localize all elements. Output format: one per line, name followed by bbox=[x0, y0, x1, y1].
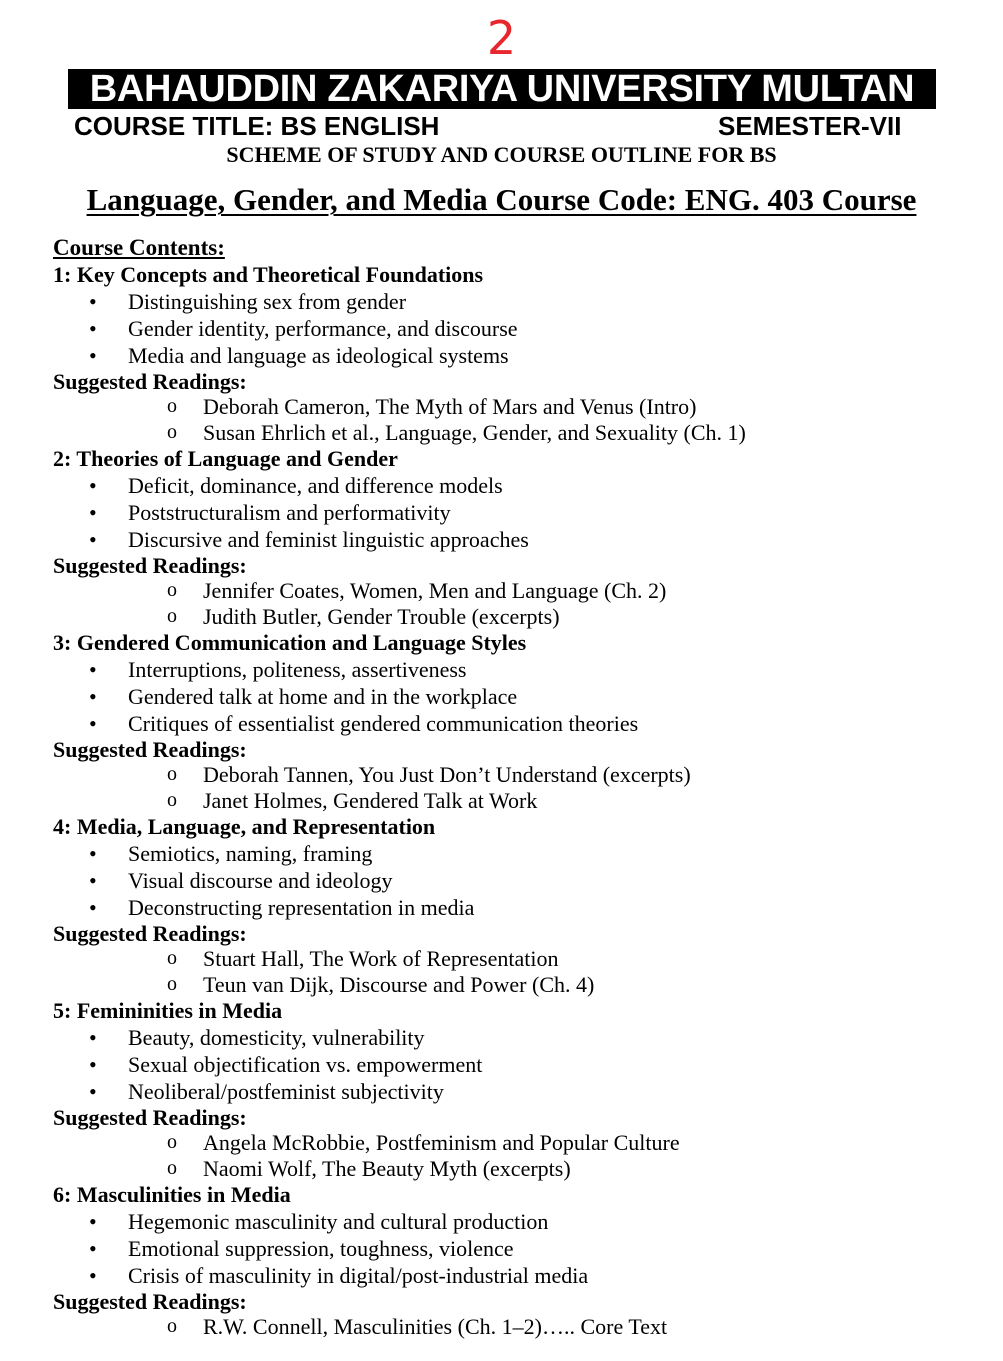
reading-list bbox=[53, 1314, 983, 1340]
topic-item: • Discursive and feminist linguistic approaches bbox=[53, 526, 983, 553]
section-heading: 4: Media, Language, and Representation bbox=[53, 814, 436, 839]
topic-item: • Interruptions, politeness, assertiveness bbox=[53, 656, 983, 683]
section-heading: 1: Key Concepts and Theoretical Foundations bbox=[53, 262, 484, 287]
university-banner: BAHAUDDIN ZAKARIYA UNIVERSITY MULTAN bbox=[68, 69, 936, 109]
reading-item: o R.W. Connell, Masculinities (Ch. 1–2)….. Core Text bbox=[53, 1314, 983, 1340]
section-heading: 6: Masculinities in Media bbox=[53, 1182, 291, 1207]
reading-item: o Deborah Cameron, The Myth of Mars and Venus (Intro) bbox=[53, 394, 983, 420]
suggested-readings-label: Suggested Readings: bbox=[53, 1289, 247, 1314]
reading-item: o Deborah Tannen, You Just Don’t Understand (excerpts) bbox=[53, 762, 983, 788]
course-heading: Language, Gender, and Media Course Code: ENG. 403 Course bbox=[86, 182, 917, 217]
topic-item: • Gender identity, performance, and discourse bbox=[53, 315, 983, 342]
semester-label: SEMESTER-VII bbox=[718, 111, 902, 141]
contents-heading: Course Contents: bbox=[53, 235, 225, 260]
reading-list bbox=[53, 762, 983, 813]
topic-list bbox=[53, 472, 983, 553]
section-3 bbox=[53, 629, 983, 813]
topic-item: • Hegemonic masculinity and cultural production bbox=[53, 1208, 983, 1235]
suggested-readings-label: Suggested Readings: bbox=[53, 369, 247, 394]
reading-item: o Jennifer Coates, Women, Men and Language (Ch. 2) bbox=[53, 578, 983, 604]
topic-item: • Beauty, domesticity, vulnerability bbox=[53, 1024, 983, 1051]
reading-item: o Janet Holmes, Gendered Talk at Work bbox=[53, 788, 983, 814]
topic-item: • Distinguishing sex from gender bbox=[53, 288, 983, 315]
topic-item: • Poststructuralism and performativity bbox=[53, 499, 983, 526]
topic-list bbox=[53, 656, 983, 737]
section-5 bbox=[53, 997, 983, 1181]
reading-item: o Stuart Hall, The Work of Representation bbox=[53, 946, 983, 972]
reading-item: o Judith Butler, Gender Trouble (excerpts) bbox=[53, 604, 983, 630]
section-4 bbox=[53, 813, 983, 997]
suggested-readings-label: Suggested Readings: bbox=[53, 553, 247, 578]
suggested-readings-label: Suggested Readings: bbox=[53, 1105, 247, 1130]
topic-list bbox=[53, 840, 983, 921]
topic-item: • Deficit, dominance, and difference models bbox=[53, 472, 983, 499]
topic-item: • Sexual objectification vs. empowerment bbox=[53, 1051, 983, 1078]
topic-list bbox=[53, 288, 983, 369]
course-title: COURSE TITLE: BS ENGLISH bbox=[74, 111, 440, 141]
topic-item: • Visual discourse and ideology bbox=[53, 867, 983, 894]
page-number: 2 bbox=[486, 11, 517, 65]
reading-item: o Teun van Dijk, Discourse and Power (Ch. 4) bbox=[53, 972, 983, 998]
section-heading: 5: Femininities in Media bbox=[53, 998, 283, 1023]
topic-item: • Critiques of essentialist gendered communication theories bbox=[53, 710, 983, 737]
scheme-heading: SCHEME OF STUDY AND COURSE OUTLINE FOR BS bbox=[226, 142, 777, 167]
topic-item: • Emotional suppression, toughness, violence bbox=[53, 1235, 983, 1262]
topic-item: • Gendered talk at home and in the workplace bbox=[53, 683, 983, 710]
reading-list bbox=[53, 578, 983, 629]
reading-list bbox=[53, 1130, 983, 1181]
section-heading: 2: Theories of Language and Gender bbox=[53, 446, 398, 471]
reading-item: o Naomi Wolf, The Beauty Myth (excerpts) bbox=[53, 1156, 983, 1182]
section-1 bbox=[53, 261, 983, 445]
suggested-readings-label: Suggested Readings: bbox=[53, 921, 247, 946]
reading-list bbox=[53, 946, 983, 997]
reading-item: o Angela McRobbie, Postfeminism and Popular Culture bbox=[53, 1130, 983, 1156]
topic-item: • Deconstructing representation in media bbox=[53, 894, 983, 921]
topic-list bbox=[53, 1024, 983, 1105]
topic-item: • Neoliberal/postfeminist subjectivity bbox=[53, 1078, 983, 1105]
topic-item: • Crisis of masculinity in digital/post-industrial media bbox=[53, 1262, 983, 1289]
topic-list bbox=[53, 1208, 983, 1289]
reading-list bbox=[53, 394, 983, 445]
section-6 bbox=[53, 1181, 983, 1340]
topic-item: • Media and language as ideological systems bbox=[53, 342, 983, 369]
section-2 bbox=[53, 445, 983, 629]
reading-item: o Susan Ehrlich et al., Language, Gender, and Sexuality (Ch. 1) bbox=[53, 420, 983, 446]
topic-item: • Semiotics, naming, framing bbox=[53, 840, 983, 867]
section-heading: 3: Gendered Communication and Language Styles bbox=[53, 630, 527, 655]
course-contents bbox=[53, 234, 983, 1340]
suggested-readings-label: Suggested Readings: bbox=[53, 737, 247, 762]
